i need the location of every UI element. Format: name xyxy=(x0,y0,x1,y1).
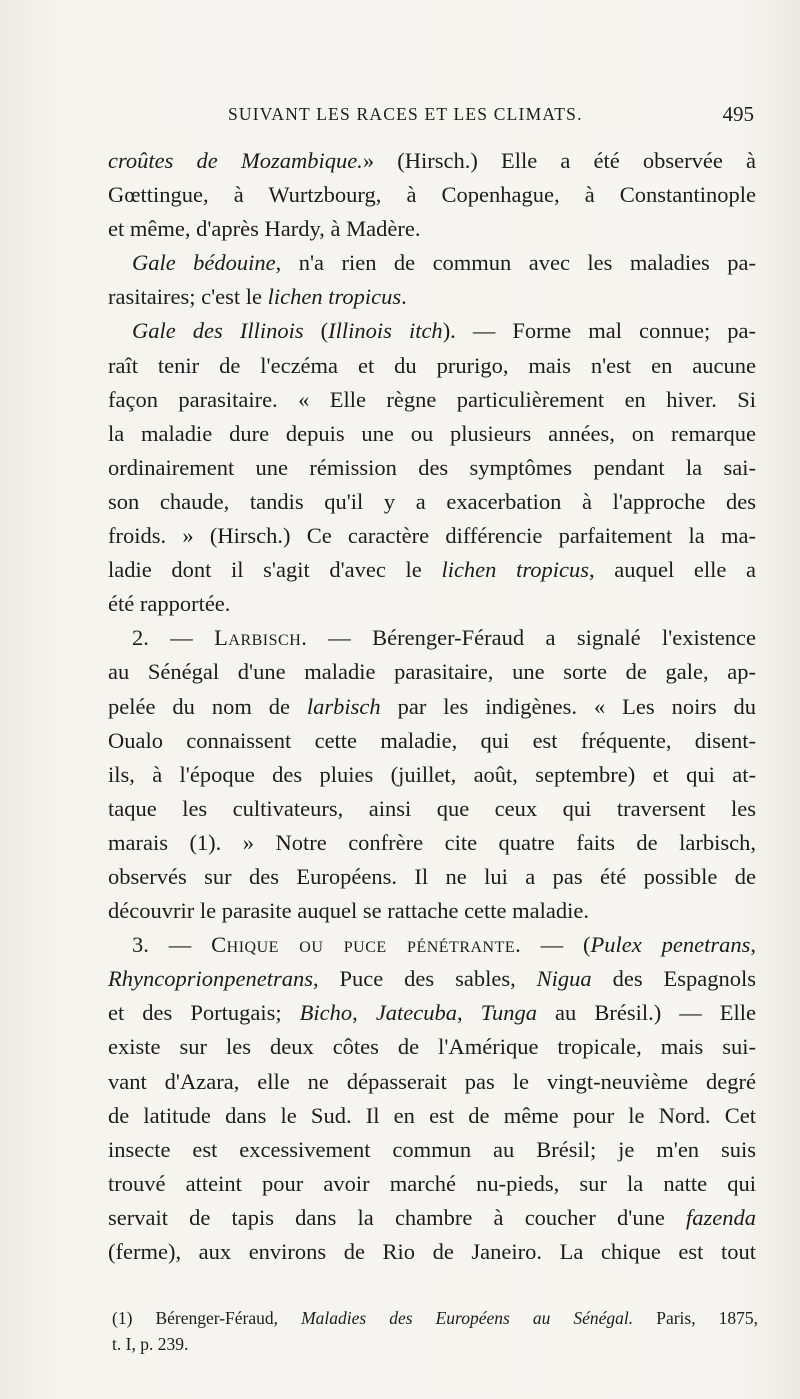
text-run: » (Hirsch.) Elle a été observée à xyxy=(362,148,756,173)
text-run: taque les cultivateurs, ainsi que ceux qui traversent les xyxy=(108,795,756,821)
body-line xyxy=(108,690,756,724)
running-title: SUIVANT LES RACES ET LES CLIMATS. xyxy=(228,104,583,124)
italic-text: Maladies des Européens au Sénégal. xyxy=(301,1308,634,1328)
small-caps-heading: Larbisch xyxy=(214,625,302,651)
text-run: au Sénégal d'une maladie parasitaire, une sorte de gale, ap- xyxy=(108,659,756,685)
body-line xyxy=(108,1201,756,1235)
italic-text: lichen tropicus xyxy=(441,557,589,583)
body-line xyxy=(108,1133,756,1167)
body-line xyxy=(108,553,756,587)
body-line xyxy=(108,519,756,553)
italic-text: Pulex penetrans xyxy=(590,932,751,958)
italic-text: Illinois itch xyxy=(328,318,443,344)
italic-text: Tunga xyxy=(480,1000,537,1026)
body-line xyxy=(108,996,756,1030)
italic-text: Jatecuba xyxy=(375,1000,458,1026)
text-run: (ferme), aux environs de Rio de Janeiro. La chique est tout xyxy=(108,1239,756,1264)
page-number: 495 xyxy=(722,102,754,126)
text-run: par les indigènes. « Les noirs du xyxy=(380,693,756,719)
text-run: raît tenir de l'eczéma et du prurigo, mais n'est en aucune xyxy=(108,352,756,378)
text-run: , n'a rien de commun avec les maladies pa- xyxy=(275,250,756,276)
body-line xyxy=(108,894,756,928)
text-run: , xyxy=(352,1000,376,1026)
text-run: vant d'Azara, elle ne dépasserait pas le vingt-neuvième degré xyxy=(108,1068,756,1094)
text-run: servait de tapis dans la chambre à coucher d'une xyxy=(108,1204,686,1230)
text-run: la maladie dure depuis une ou plusieurs années, on remarque xyxy=(108,420,756,446)
body-line xyxy=(108,962,756,996)
body-line xyxy=(108,1235,756,1269)
text-run: Oualo connaissent cette maladie, qui est fréquente, disent- xyxy=(108,727,756,753)
text-run: , xyxy=(750,932,756,958)
italic-text: larbisch xyxy=(306,693,381,719)
text-run: au Brésil.) — Elle xyxy=(537,1000,757,1026)
text-run: Gœttingue, à Wurtzbourg, à Copenhague, à Constantinople xyxy=(108,182,756,208)
text-run: froids. » (Hirsch.) Ce caractère différencie parfaitement la ma- xyxy=(108,523,756,549)
body-line xyxy=(108,1030,756,1064)
body-line xyxy=(108,417,756,451)
italic-text: Bicho xyxy=(299,1000,353,1026)
footnote-line xyxy=(112,1331,758,1357)
body-line xyxy=(108,928,756,962)
text-run: pelée du nom de xyxy=(108,693,307,719)
text-run: t. I, p. 239. xyxy=(112,1334,189,1354)
text-run: (1) Bérenger-Féraud, xyxy=(112,1308,302,1328)
body-text xyxy=(108,144,756,1269)
text-run: ( xyxy=(303,318,329,344)
body-line xyxy=(108,349,756,383)
body-line xyxy=(108,383,756,417)
text-run: été rapportée. xyxy=(108,591,231,617)
italic-text: Rhyncoprionpenetrans xyxy=(108,966,313,992)
text-run: et des Portugais; xyxy=(108,1000,300,1026)
body-line xyxy=(108,451,756,485)
body-line xyxy=(108,587,756,621)
italic-text: Nigua xyxy=(536,966,592,992)
body-line xyxy=(108,246,756,280)
italic-text: lichen tropicus xyxy=(267,284,402,310)
text-run: , xyxy=(457,1000,481,1026)
body-line xyxy=(108,485,756,519)
text-run: des Espagnols xyxy=(591,966,756,992)
body-line xyxy=(108,621,756,655)
body-line xyxy=(108,860,756,894)
text-run: son chaude, tandis qu'il y a exacerbation à l'approche des xyxy=(108,488,756,514)
text-run: . — Bérenger-Féraud a signalé l'existence xyxy=(301,625,757,651)
text-run: ordinairement une rémission des symptômes pendant la sai- xyxy=(108,454,756,480)
text-run: de latitude dans le Sud. Il en est de même pour le Nord. Cet xyxy=(108,1102,756,1128)
text-run: marais (1). » Notre confrère cite quatre faits de larbisch, xyxy=(108,829,756,855)
body-line xyxy=(108,826,756,860)
body-line xyxy=(108,724,756,758)
body-line xyxy=(108,1065,756,1099)
text-run: Paris, 1875, xyxy=(633,1308,759,1328)
small-caps-heading: Chique ou puce pénétrante xyxy=(211,932,516,958)
body-line xyxy=(108,758,756,792)
body-line xyxy=(108,178,756,212)
body-line xyxy=(108,655,756,689)
body-line xyxy=(108,144,756,178)
text-run: trouvé atteint pour avoir marché nu-pieds, sur la natte qui xyxy=(108,1170,756,1196)
text-run: existe sur les deux côtes de l'Amérique tropicale, mais sui- xyxy=(108,1034,756,1060)
text-run: 2. — xyxy=(132,625,215,651)
italic-text: fazenda xyxy=(686,1204,756,1230)
text-run: et même, d'après Hardy, à Madère. xyxy=(108,216,421,242)
italic-text: croûtes de Mozambique. xyxy=(108,148,363,173)
italic-text: Gale des Illinois xyxy=(132,318,304,344)
text-run: découvrir le parasite auquel se rattache cette maladie. xyxy=(108,898,589,924)
body-line xyxy=(108,314,756,348)
text-run: ladie dont il s'agit d'avec le xyxy=(108,557,442,583)
body-line xyxy=(108,792,756,826)
body-line xyxy=(108,1167,756,1201)
text-run: , Puce des sables, xyxy=(312,966,537,992)
page-header xyxy=(228,104,756,134)
text-run: , auquel elle a xyxy=(588,557,756,583)
text-run: ). — Forme mal connue; pa- xyxy=(442,318,756,344)
footnotes xyxy=(112,1305,758,1357)
text-run: rasitaires; c'est le xyxy=(108,284,268,310)
footnote-line xyxy=(112,1305,758,1331)
body-line xyxy=(108,212,756,246)
body-line xyxy=(108,280,756,314)
text-run: 3. — xyxy=(132,932,212,958)
text-run: . xyxy=(401,284,407,310)
text-run: . — ( xyxy=(515,932,591,958)
body-line xyxy=(108,1099,756,1133)
text-run: observés sur des Européens. Il ne lui a pas été possible de xyxy=(108,863,756,889)
italic-text: Gale bédouine xyxy=(132,250,276,276)
text-run: ils, à l'époque des pluies (juillet, août, septembre) et qui at- xyxy=(108,761,756,787)
text-run: insecte est excessivement commun au Brésil; je m'en suis xyxy=(108,1136,756,1162)
text-run: façon parasitaire. « Elle règne particulièrement en hiver. Si xyxy=(108,386,756,412)
